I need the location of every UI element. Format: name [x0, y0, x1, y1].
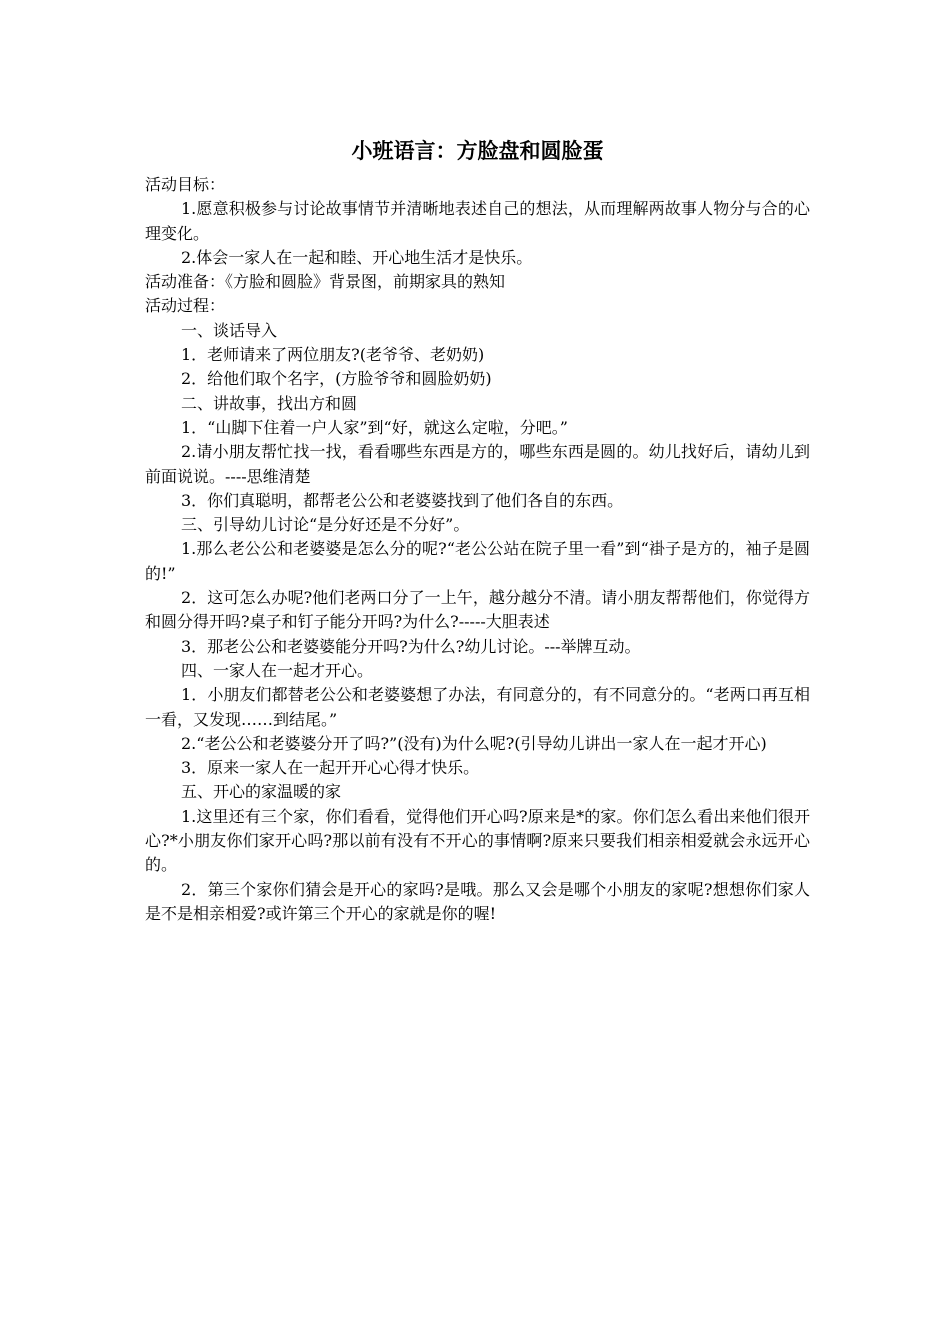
paragraph: 1.这里还有三个家，你们看看，觉得他们开心吗?原来是*的家。你们怎么看出来他们很开心?*小朋友你们家开心吗?那以前有没有不开心的事情啊?原来只要我们相亲相爱就会永远开心的。 [145, 806, 810, 875]
paragraph: 二、讲故事，找出方和圆 [181, 393, 358, 413]
paragraph: 2.体会一家人在一起和睦、开心地生活才是快乐。 [181, 247, 533, 267]
paragraph: 3．你们真聪明，都帮老公公和老婆婆找到了他们各自的东西。 [181, 490, 624, 510]
paragraph-list [145, 173, 810, 926]
paragraph: 2．第三个家你们猜会是开心的家吗?是哦。那么又会是哪个小朋友的家呢?想想你们家人是不是相亲相爱?或许第三个开心的家就是你的喔! [145, 879, 810, 923]
paragraph: 3．原来一家人在一起开开心心得才快乐。 [181, 758, 480, 778]
paragraph: 1．“山脚下住着一户人家”到“好，就这么定啦，分吧。” [181, 417, 568, 437]
paragraph: 2．这可怎么办呢?他们老两口分了一上午，越分越分不清。请小朋友帮帮他们，你觉得方和圆分得开吗?桌子和钉子能分开吗?为什么?-----大胆表述 [145, 588, 810, 632]
paragraph: 活动目标： [145, 175, 226, 194]
paragraph: 1．老师请来了两位朋友?(老爷爷、老奶奶) [181, 345, 485, 365]
paragraph: 2．给他们取个名字，(方脸爷爷和圆脸奶奶) [181, 369, 492, 389]
paragraph: 1.愿意积极参与讨论故事情节并清晰地表述自己的想法，从而理解两故事人物分与合的心理变化。 [145, 199, 810, 243]
paragraph: 1.那么老公公和老婆婆是怎么分的呢?“老公公站在院子里一看”到“褂子是方的，袖子是圆的!” [145, 539, 810, 583]
paragraph: 三、引导幼儿讨论“是分好还是不分好”。 [181, 515, 470, 535]
paragraph: 四、一家人在一起才开心。 [181, 660, 374, 680]
paragraph: 一、谈话导入 [181, 320, 278, 340]
paragraph: 3．那老公公和老婆婆能分开吗?为什么?幼儿讨论。---举牌互动。 [181, 636, 641, 656]
paragraph: 活动准备：《方脸和圆脸》背景图，前期家具的熟知 [145, 272, 506, 292]
paragraph: 活动过程： [145, 296, 226, 316]
paragraph: 2.请小朋友帮忙找一找，看看哪些东西是方的，哪些东西是圆的。幼儿找好后，请幼儿到前面说说。----思维清楚 [145, 442, 810, 486]
paragraph: 2.“老公公和老婆婆分开了吗?”(没有)为什么呢?(引导幼儿讲出一家人在一起才开心) [181, 733, 767, 753]
paragraph: 五、开心的家温暖的家 [181, 782, 342, 802]
paragraph: 1．小朋友们都替老公公和老婆婆想了办法，有同意分的，有不同意分的。“老两口再互相一看，又发现……到结尾。” [145, 685, 810, 729]
document-title: 小班语言：方脸盘和圆脸蛋 [351, 139, 604, 163]
document-body [145, 135, 810, 926]
